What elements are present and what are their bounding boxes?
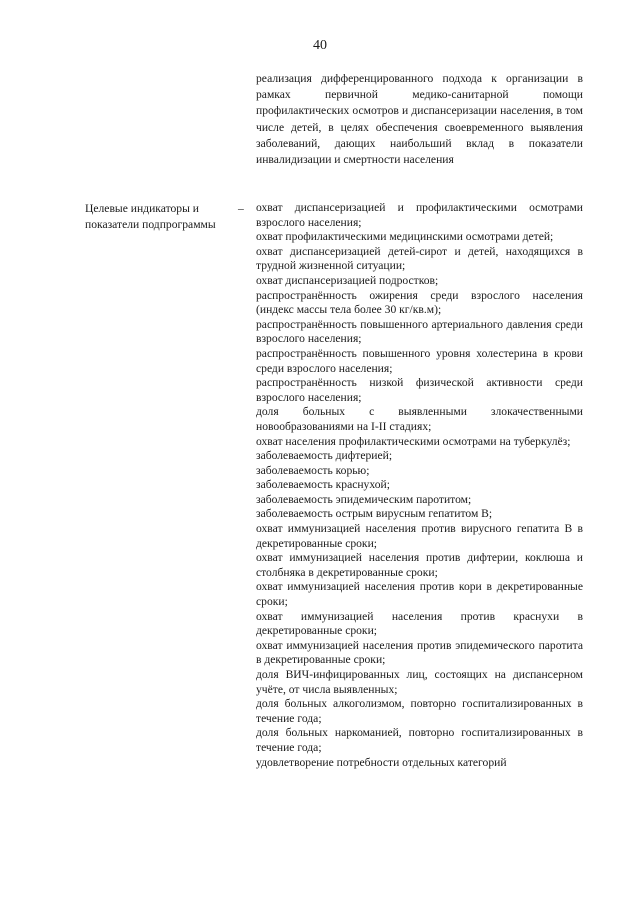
list-item: охват диспансеризацией подростков; (256, 273, 439, 287)
list-item: заболеваемость краснухой; (256, 478, 390, 492)
list-item: заболеваемость дифтерией; (256, 449, 393, 463)
intro-text: реализация дифференцированного подхода к организации в рамках первичной медико-санитарной помощи профилактических осмотров и диспансеризации населения, в том числе детей, в целях обеспечения своевременного выявления заболеваний, дающих наибольший вклад в показатели инвалидизации и смертности населения (256, 72, 583, 167)
dash-separator: – (238, 202, 244, 215)
intro-paragraph (256, 71, 583, 168)
list-item: охват диспансеризацией детей-сирот и детей, находящихся в трудной жизненной ситуации; (256, 244, 583, 273)
list-item: охват иммунизацией населения против вирусного гепатита В в декретированные сроки; (256, 522, 583, 550)
section-label: Целевые индикаторы и показатели подпрограммы (85, 202, 216, 232)
list-item: распространённость повышенного уровня холестерина в крови среди взрослого населения; (256, 346, 583, 375)
list-item: доля больных наркоманией, повторно госпитализированных в течение года; (256, 726, 583, 754)
list-item: охват иммунизацией населения против эпидемического паротита в декретированные сроки; (256, 638, 583, 667)
page-number: 40 (313, 38, 327, 53)
list-item: распространённость низкой физической активности среди взрослого населения; (256, 376, 583, 404)
list-item: охват диспансеризацией и профилактическими осмотрами взрослого населения; (256, 201, 583, 229)
list-item: заболеваемость острым вирусным гепатитом В; (256, 507, 493, 521)
list-item: охват населения профилактическими осмотрами на туберкулёз; (256, 434, 571, 448)
list-item: охват иммунизацией населения против краснухи в декретированные сроки; (256, 609, 583, 638)
list-item: доля больных с выявленными злокачественными новообразованиями на I-II стадиях; (256, 405, 583, 433)
list-item: распространённость повышенного артериального давления среди взрослого населения; (256, 317, 583, 346)
list-item: охват иммунизацией населения против дифтерии, коклюша и столбняка в декретированные сроки; (256, 551, 583, 579)
list-item: охват иммунизацией населения против кори в декретированные сроки; (256, 580, 583, 609)
list-item: распространённость ожирения среди взрослого населения (индекс массы тела более 30 кг/кв.м); (256, 288, 583, 317)
list-item: удовлетворение потребности отдельных категорий (256, 755, 507, 769)
list-item: охват профилактическими медицинскими осмотрами детей; (256, 230, 554, 244)
list-item: доля больных алкоголизмом, повторно госпитализированных в течение года; (256, 697, 583, 725)
list-item: заболеваемость эпидемическим паротитом; (256, 492, 472, 506)
list-item: доля ВИЧ-инфицированных лиц, состоящих на диспансерном учёте, от числа выявленных; (256, 668, 583, 696)
list-item: заболеваемость корью; (256, 463, 370, 477)
indicator-list (256, 201, 583, 770)
